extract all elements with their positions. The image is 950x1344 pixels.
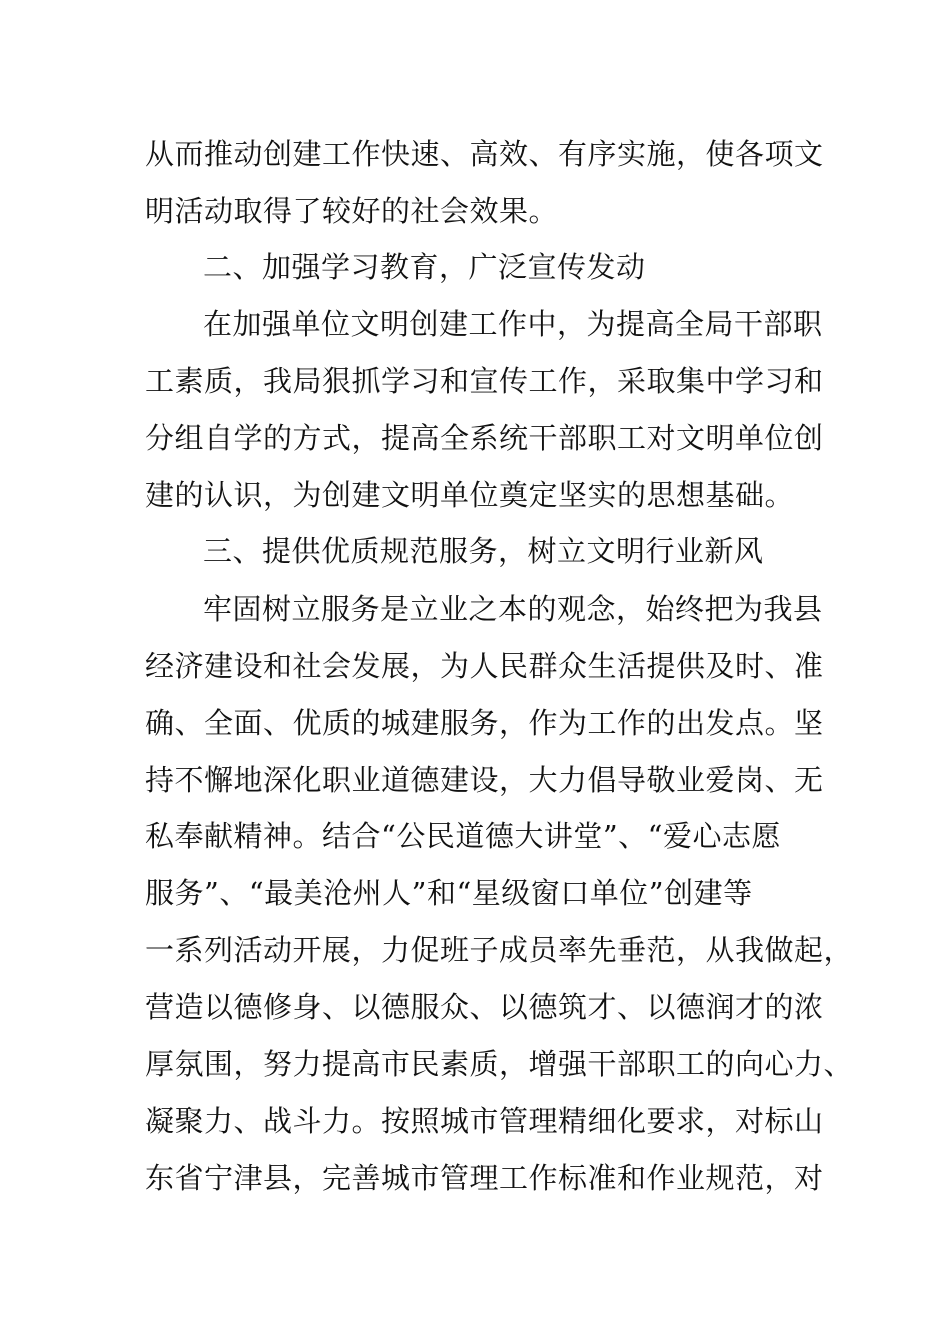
- text-line: 在加强单位文明创建工作中，为提高全局干部职: [203, 307, 823, 341]
- text-line: 明活动取得了较好的社会效果。: [145, 194, 559, 228]
- text-line: 经济建设和社会发展，为人民群众生活提供及时、准: [145, 649, 824, 683]
- text-line: 牢固树立服务是立业之本的观念，始终把为我县: [203, 592, 823, 626]
- text-line: 一系列活动开展，力促班子成员率先垂范，从我做起，: [145, 933, 854, 967]
- section-heading-3: 三、提供优质规范服务，树立文明行业新风: [203, 534, 764, 568]
- text-line: 分组自学的方式，提高全系统干部职工对文明单位创: [145, 421, 824, 455]
- text-line: 服务”、“最美沧州人”和“星级窗口单位”创建等: [145, 876, 753, 910]
- text-line: 营造以德修身、以德服众、以德筑才、以德润才的浓: [145, 990, 824, 1024]
- text-line: 持不懈地深化职业道德建设，大力倡导敬业爱岗、无: [145, 763, 824, 797]
- text-line: 建的认识，为创建文明单位奠定坚实的思想基础。: [145, 478, 795, 512]
- text-line: 工素质，我局狠抓学习和宣传工作，采取集中学习和: [145, 364, 824, 398]
- text-line: 东省宁津县，完善城市管理工作标准和作业规范，对: [145, 1161, 824, 1195]
- text-line: 凝聚力、战斗力。按照城市管理精细化要求，对标山: [145, 1104, 824, 1138]
- section-heading-2: 二、加强学习教育，广泛宣传发动: [203, 250, 646, 284]
- text-line: 从而推动创建工作快速、高效、有序实施，使各项文: [145, 137, 824, 171]
- text-line: 厚氛围，努力提高市民素质，增强干部职工的向心力、: [145, 1047, 854, 1081]
- text-line: 私奉献精神。结合“公民道德大讲堂”、“爱心志愿: [145, 819, 781, 853]
- text-line: 确、全面、优质的城建服务，作为工作的出发点。坚: [145, 706, 824, 740]
